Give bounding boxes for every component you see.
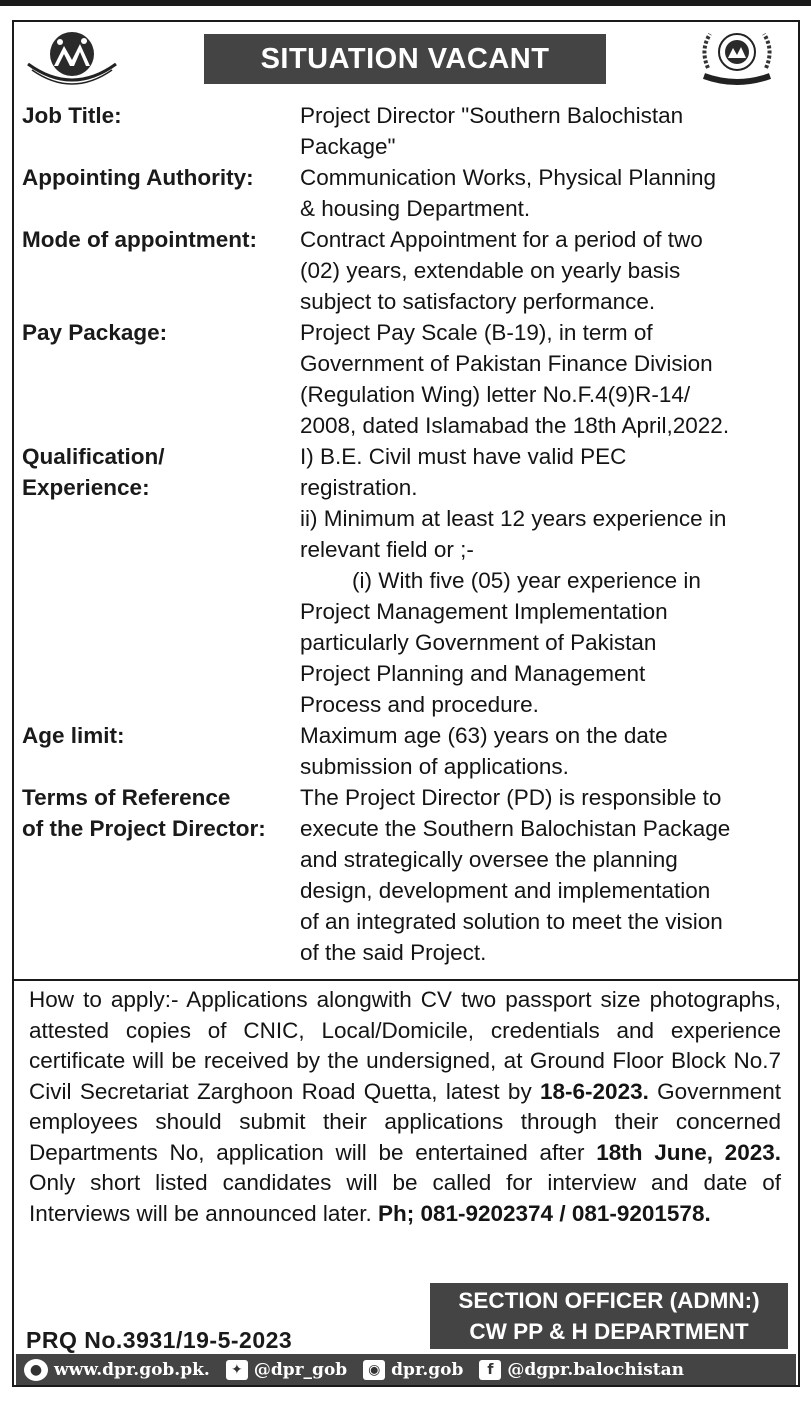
detail-row-qualification <box>22 441 788 720</box>
footer-bar <box>16 1354 796 1385</box>
deadline-date-long: 18th June, 2023. <box>596 1139 781 1165</box>
phone-numbers: Ph; 081-9202374 / 081-9201578. <box>377 1200 711 1226</box>
detail-value-line: Project Director "Southern Balochistan <box>300 103 684 128</box>
detail-value-line: Government of Pakistan Finance Division <box>300 351 713 376</box>
section-divider <box>14 979 798 981</box>
detail-value-line: execute the Southern Balochistan Package <box>300 816 731 841</box>
balochistan-emblem-logo <box>24 26 120 86</box>
detail-value-line: design, development and implementation <box>300 878 711 903</box>
detail-value-line: Communication Works, Physical Planning <box>300 165 717 190</box>
detail-label: Appointing Authority: <box>22 165 254 190</box>
how-to-apply-text: Only short listed candidates will be called for interview and date of Interviews will be announced later. <box>29 1170 781 1226</box>
detail-value-line: Maximum age (63) years on the date <box>300 723 668 748</box>
detail-row-age-limit <box>22 720 788 782</box>
detail-row-terms-of-reference <box>22 782 788 968</box>
deadline-date: 18-6-2023. <box>540 1078 649 1104</box>
detail-value-line: relevant field or ;- <box>300 537 474 562</box>
globe-icon: ● <box>24 1359 48 1381</box>
twitter-handle[interactable]: @dpr_gob <box>253 1359 348 1380</box>
detail-label: Mode of appointment: <box>22 227 257 252</box>
detail-value-line: subject to satisfactory performance. <box>300 289 656 314</box>
footer-website[interactable] <box>24 1359 210 1381</box>
detail-value-line: of the said Project. <box>300 940 487 965</box>
how-to-apply-paragraph <box>29 985 781 1229</box>
detail-value-line: Process and procedure. <box>300 692 539 717</box>
instagram-handle[interactable]: dpr.gob <box>391 1359 464 1380</box>
government-seal-logo <box>694 24 780 88</box>
detail-value-line: submission of applications. <box>300 754 569 779</box>
how-to-apply-text: How to apply:- Applications alongwith CV two passport size photographs, attested copies of CNIC, Local/Domicile, credentials and experience certificate will be received by the undersigned, at Ground Floor Block No.7 Civil Secretariat Zarghoon Road Quetta, latest by <box>29 987 781 1104</box>
detail-value-line: Project Pay Scale (B-19), in term of <box>300 320 653 345</box>
facebook-handle[interactable]: @dgpr.balochistan <box>507 1359 685 1380</box>
detail-value-line: 2008, dated Islamabad the 18th April,2022. <box>300 413 730 438</box>
section-officer-box <box>430 1283 788 1349</box>
detail-label: of the Project Director: <box>22 816 266 841</box>
detail-row-pay-package <box>22 317 788 441</box>
detail-label: Job Title: <box>22 103 122 128</box>
detail-row-mode-of-appointment <box>22 224 788 317</box>
footer-instagram[interactable] <box>363 1360 463 1380</box>
detail-value-line: and strategically oversee the planning <box>300 847 678 872</box>
twitter-icon: ✦ <box>226 1360 248 1380</box>
detail-row-appointing-authority <box>22 162 788 224</box>
detail-value-line: Project Management Implementation <box>300 599 668 624</box>
detail-value-line: (02) years, extendable on yearly basis <box>300 258 681 283</box>
detail-value-line: Contract Appointment for a period of two <box>300 227 703 252</box>
detail-label: Qualification/ <box>22 444 165 469</box>
detail-value-line: I) B.E. Civil must have valid PEC <box>300 444 627 469</box>
detail-value-line: (i) With five (05) year experience in <box>352 568 701 593</box>
detail-value-line: Package" <box>300 134 396 159</box>
page-title: SITUATION VACANT <box>204 34 606 84</box>
detail-value-line: ii) Minimum at least 12 years experience in <box>300 506 727 531</box>
footer-twitter[interactable] <box>226 1360 347 1380</box>
prq-number: PRQ No.3931/19-5-2023 <box>26 1327 293 1353</box>
website-link[interactable]: www.dpr.gob.pk. <box>54 1359 210 1380</box>
detail-label: Experience: <box>22 475 150 500</box>
detail-row-job-title <box>22 100 788 162</box>
officer-line: CW PP & H DEPARTMENT <box>469 1319 749 1344</box>
top-rule <box>0 0 811 6</box>
detail-value-line: & housing Department. <box>300 196 531 221</box>
officer-line: SECTION OFFICER (ADMN:) <box>458 1288 760 1313</box>
how-to-apply-text: Government employees should submit their applications through their concerned Departments No, application will be entertained after <box>29 1078 781 1165</box>
detail-label: Age limit: <box>22 723 125 748</box>
detail-label: Terms of Reference <box>22 785 231 810</box>
detail-value-line: (Regulation Wing) letter No.F.4(9)R-14/ <box>300 382 691 407</box>
job-details <box>22 100 788 968</box>
detail-label: Pay Package: <box>22 320 168 345</box>
detail-value-line: registration. <box>300 475 418 500</box>
instagram-icon: ◉ <box>363 1360 385 1380</box>
footer-facebook[interactable] <box>479 1360 684 1380</box>
facebook-icon: f <box>479 1360 501 1380</box>
detail-value-line: Project Planning and Management <box>300 661 646 686</box>
detail-value-line: particularly Government of Pakistan <box>300 630 657 655</box>
detail-value-line: of an integrated solution to meet the vision <box>300 909 723 934</box>
detail-value-line: The Project Director (PD) is responsible to <box>300 785 722 810</box>
